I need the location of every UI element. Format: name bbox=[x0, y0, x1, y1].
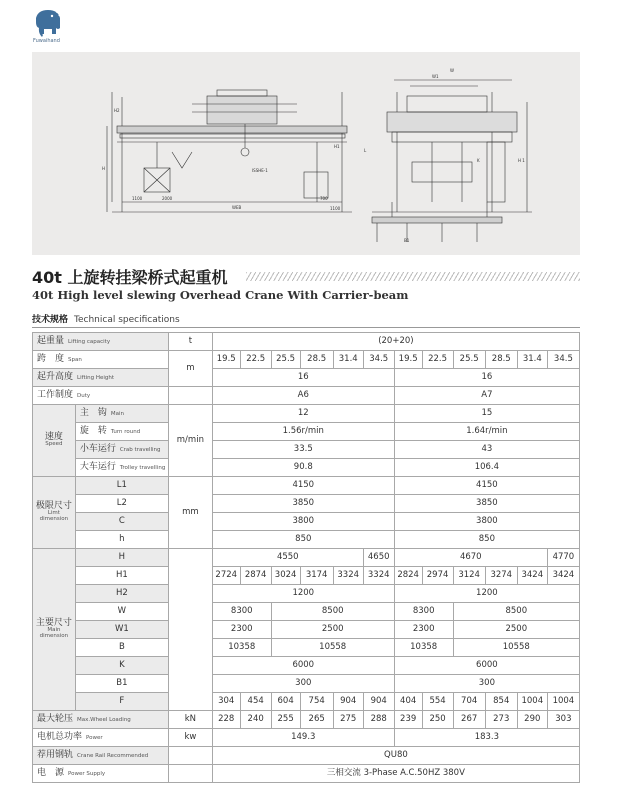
value-cell: QU80 bbox=[212, 747, 579, 765]
unit-cell: m bbox=[168, 351, 212, 387]
value-cell: 3424 bbox=[517, 567, 547, 585]
value-cell: 3800 bbox=[394, 513, 579, 531]
value-cell: 25.5 bbox=[453, 351, 485, 369]
table-row bbox=[33, 549, 580, 567]
group-label: 速度 bbox=[44, 431, 63, 442]
table-row bbox=[33, 585, 580, 603]
table-row bbox=[33, 711, 580, 729]
value-cell: 3800 bbox=[212, 513, 394, 531]
dim-label: 1100 bbox=[330, 206, 341, 211]
row-label: 起升高度 bbox=[37, 371, 74, 382]
value-cell: 25.5 bbox=[271, 351, 300, 369]
row-key: H2 bbox=[75, 585, 168, 603]
group-label-en: Limt bbox=[47, 510, 60, 517]
value-cell: 1.56r/min bbox=[212, 423, 394, 441]
row-label-en: Crane Rail Recommended bbox=[77, 752, 149, 759]
value-cell: 16 bbox=[394, 369, 579, 387]
row-label: 主 钩 bbox=[79, 407, 107, 418]
logo-text: Fuwaihand bbox=[33, 38, 60, 44]
value-cell: 15 bbox=[394, 405, 579, 423]
value-cell: 300 bbox=[394, 675, 579, 693]
value-cell: 3324 bbox=[363, 567, 394, 585]
group-label-en: dimension bbox=[39, 516, 69, 523]
dim-label: K bbox=[477, 158, 480, 163]
row-key: F bbox=[75, 693, 168, 711]
value-cell: 31.4 bbox=[517, 351, 547, 369]
value-cell: 三相交流 3-Phase A.C.50HZ 380V bbox=[212, 765, 579, 783]
table-row bbox=[33, 495, 580, 513]
value-cell: 10558 bbox=[271, 639, 394, 657]
row-label-en: Lifting Height bbox=[77, 374, 115, 381]
value-cell: 19.5 bbox=[212, 351, 240, 369]
value-cell: 90.8 bbox=[212, 459, 394, 477]
value-cell: 904 bbox=[363, 693, 394, 711]
value-cell: 904 bbox=[333, 693, 363, 711]
unit-cell: kN bbox=[168, 711, 212, 729]
value-cell: 1004 bbox=[517, 693, 547, 711]
value-cell: 34.5 bbox=[363, 351, 394, 369]
crane-technical-drawing bbox=[32, 52, 580, 255]
value-cell: 754 bbox=[300, 693, 333, 711]
value-cell: 4770 bbox=[547, 549, 579, 567]
row-label: 工作制度 bbox=[37, 389, 74, 400]
value-cell: 228 bbox=[212, 711, 240, 729]
row-label-en: Power Supply bbox=[68, 770, 106, 777]
table-row bbox=[33, 441, 580, 459]
value-cell: 3850 bbox=[394, 495, 579, 513]
table-row bbox=[33, 531, 580, 549]
value-cell: 239 bbox=[394, 711, 422, 729]
unit-cell: mm bbox=[168, 477, 212, 549]
table-row bbox=[33, 423, 580, 441]
value-cell: 10558 bbox=[453, 639, 579, 657]
row-label-en: Crab travelling bbox=[119, 446, 161, 453]
value-cell: 6000 bbox=[394, 657, 579, 675]
title-hatch-decoration bbox=[246, 272, 580, 281]
row-label-en: Lifting capacity bbox=[68, 338, 111, 345]
row-label: 小车运行 bbox=[79, 443, 116, 454]
table-row bbox=[33, 675, 580, 693]
value-cell: 303 bbox=[547, 711, 579, 729]
value-cell: 850 bbox=[394, 531, 579, 549]
value-cell: 4150 bbox=[212, 477, 394, 495]
divider bbox=[32, 327, 580, 328]
value-cell: 3424 bbox=[547, 567, 579, 585]
unit-cell: m/min bbox=[168, 405, 212, 477]
row-label-en: Duty bbox=[77, 392, 91, 399]
dim-label: 700 bbox=[320, 196, 328, 201]
value-cell: 3324 bbox=[333, 567, 363, 585]
value-cell: 850 bbox=[212, 531, 394, 549]
value-cell: 2300 bbox=[394, 621, 453, 639]
value-cell: 1200 bbox=[394, 585, 579, 603]
row-label-en: Max.Wheel Loading bbox=[77, 716, 131, 723]
value-cell: 8300 bbox=[212, 603, 271, 621]
value-cell: 4670 bbox=[394, 549, 547, 567]
value-cell: 2874 bbox=[240, 567, 271, 585]
value-cell: 8500 bbox=[453, 603, 579, 621]
table-row bbox=[33, 693, 580, 711]
value-cell: 3850 bbox=[212, 495, 394, 513]
value-cell: 28.5 bbox=[485, 351, 517, 369]
value-cell: 1.64r/min bbox=[394, 423, 579, 441]
value-cell: 255 bbox=[271, 711, 300, 729]
row-label: 电 源 bbox=[37, 767, 65, 778]
value-cell: 10358 bbox=[212, 639, 271, 657]
value-cell: 22.5 bbox=[240, 351, 271, 369]
value-cell: 2500 bbox=[271, 621, 394, 639]
value-cell: 183.3 bbox=[394, 729, 579, 747]
row-key: B bbox=[75, 639, 168, 657]
dim-label: H bbox=[102, 166, 106, 171]
row-label-en: Trolley travelling bbox=[119, 464, 166, 471]
row-key: L2 bbox=[75, 495, 168, 513]
row-label-en: Power bbox=[86, 734, 103, 741]
table-row bbox=[33, 747, 580, 765]
group-label-en: Main bbox=[47, 627, 61, 634]
value-cell: 554 bbox=[422, 693, 453, 711]
row-key: H1 bbox=[75, 567, 168, 585]
value-cell: 267 bbox=[453, 711, 485, 729]
value-cell: 2974 bbox=[422, 567, 453, 585]
value-cell: 404 bbox=[394, 693, 422, 711]
spec-heading bbox=[32, 312, 180, 325]
value-cell: 4550 bbox=[212, 549, 363, 567]
dim-label: W bbox=[450, 68, 454, 73]
table-row bbox=[33, 351, 580, 369]
value-cell: 28.5 bbox=[300, 351, 333, 369]
dim-label: H2 bbox=[114, 108, 120, 113]
table-row bbox=[33, 387, 580, 405]
value-cell: 3174 bbox=[300, 567, 333, 585]
row-label-en: Turn round bbox=[110, 428, 141, 435]
row-key: W bbox=[75, 603, 168, 621]
value-cell: 250 bbox=[422, 711, 453, 729]
value-cell: 106.4 bbox=[394, 459, 579, 477]
spec-table bbox=[32, 332, 580, 783]
value-cell: 1004 bbox=[547, 693, 579, 711]
value-cell: 10358 bbox=[394, 639, 453, 657]
table-row bbox=[33, 657, 580, 675]
unit-cell: t bbox=[168, 333, 212, 351]
value-cell: 33.5 bbox=[212, 441, 394, 459]
value-cell: 275 bbox=[333, 711, 363, 729]
table-row bbox=[33, 333, 580, 351]
value-cell: 290 bbox=[517, 711, 547, 729]
unit-cell: kw bbox=[168, 729, 212, 747]
row-label: 跨 度 bbox=[37, 353, 65, 364]
table-row bbox=[33, 405, 580, 423]
table-row bbox=[33, 603, 580, 621]
value-cell: 8500 bbox=[271, 603, 394, 621]
value-cell: 454 bbox=[240, 693, 271, 711]
dim-label: 2000 bbox=[162, 196, 173, 201]
row-key: H bbox=[75, 549, 168, 567]
value-cell: 2300 bbox=[212, 621, 271, 639]
group-label-en: Speed bbox=[45, 441, 63, 448]
value-cell: 2500 bbox=[453, 621, 579, 639]
group-label: 极限尺寸 bbox=[35, 501, 72, 512]
row-key: L1 bbox=[75, 477, 168, 495]
row-label-en: Span bbox=[68, 356, 82, 363]
dim-label: H 1 bbox=[518, 158, 525, 163]
value-cell: 2824 bbox=[394, 567, 422, 585]
row-key: K bbox=[75, 657, 168, 675]
value-cell: A7 bbox=[394, 387, 579, 405]
value-cell: 300 bbox=[212, 675, 394, 693]
value-cell: 265 bbox=[300, 711, 333, 729]
value-cell: 604 bbox=[271, 693, 300, 711]
value-cell: (20+20) bbox=[212, 333, 579, 351]
value-cell: 704 bbox=[453, 693, 485, 711]
value-cell: 19.5 bbox=[394, 351, 422, 369]
value-cell: 1200 bbox=[212, 585, 394, 603]
table-row bbox=[33, 567, 580, 585]
table-row bbox=[33, 621, 580, 639]
row-label: 电机总功率 bbox=[37, 731, 83, 742]
value-cell: 3124 bbox=[453, 567, 485, 585]
table-row bbox=[33, 459, 580, 477]
value-cell: 3024 bbox=[271, 567, 300, 585]
dim-label: B1 bbox=[404, 238, 410, 243]
table-row bbox=[33, 369, 580, 387]
row-label-en: Main bbox=[110, 410, 124, 417]
value-cell: 16 bbox=[212, 369, 394, 387]
table-row bbox=[33, 477, 580, 495]
group-label: 主要尺寸 bbox=[35, 618, 72, 629]
group-label-en: dimension bbox=[39, 633, 69, 640]
row-key: B1 bbox=[75, 675, 168, 693]
table-row bbox=[33, 765, 580, 783]
row-key: h bbox=[75, 531, 168, 549]
row-label: 荐用钢轨 bbox=[37, 749, 74, 760]
dim-label: H1 bbox=[334, 144, 340, 149]
value-cell: 31.4 bbox=[333, 351, 363, 369]
row-label: 最大轮压 bbox=[37, 713, 74, 724]
value-cell: 854 bbox=[485, 693, 517, 711]
value-cell: 273 bbox=[485, 711, 517, 729]
row-key: C bbox=[75, 513, 168, 531]
value-cell: 149.3 bbox=[212, 729, 394, 747]
page-title-en: 40t High level slewing Overhead Crane With Carrier-beam bbox=[32, 288, 409, 302]
value-cell: 8300 bbox=[394, 603, 453, 621]
value-cell: 22.5 bbox=[422, 351, 453, 369]
value-cell: 240 bbox=[240, 711, 271, 729]
value-cell: 4650 bbox=[363, 549, 394, 567]
page-title-cn: 40t 上旋转挂梁桥式起重机 bbox=[32, 268, 228, 287]
value-cell: 43 bbox=[394, 441, 579, 459]
dim-label: W1 bbox=[432, 74, 439, 79]
dim-label: 1100 bbox=[132, 196, 143, 201]
spec-heading-cn: 技术规格 bbox=[32, 315, 69, 325]
spec-heading-en: Technical specifications bbox=[74, 315, 180, 325]
table-row bbox=[33, 639, 580, 657]
dim-label: L bbox=[364, 148, 367, 153]
row-label: 旋 转 bbox=[79, 425, 107, 436]
value-cell: 6000 bbox=[212, 657, 394, 675]
table-row bbox=[33, 729, 580, 747]
value-cell: 3274 bbox=[485, 567, 517, 585]
value-cell: 34.5 bbox=[547, 351, 579, 369]
value-cell: A6 bbox=[212, 387, 394, 405]
row-key: W1 bbox=[75, 621, 168, 639]
row-label: 大车运行 bbox=[79, 461, 116, 472]
value-cell: 12 bbox=[212, 405, 394, 423]
dim-label: ISSHE-1 bbox=[252, 168, 268, 173]
value-cell: 304 bbox=[212, 693, 240, 711]
value-cell: 288 bbox=[363, 711, 394, 729]
table-row bbox=[33, 513, 580, 531]
value-cell: 2724 bbox=[212, 567, 240, 585]
title-row bbox=[32, 265, 580, 285]
value-cell: 4150 bbox=[394, 477, 579, 495]
dim-label: WEB bbox=[232, 205, 242, 210]
row-label: 起重量 bbox=[37, 335, 65, 346]
